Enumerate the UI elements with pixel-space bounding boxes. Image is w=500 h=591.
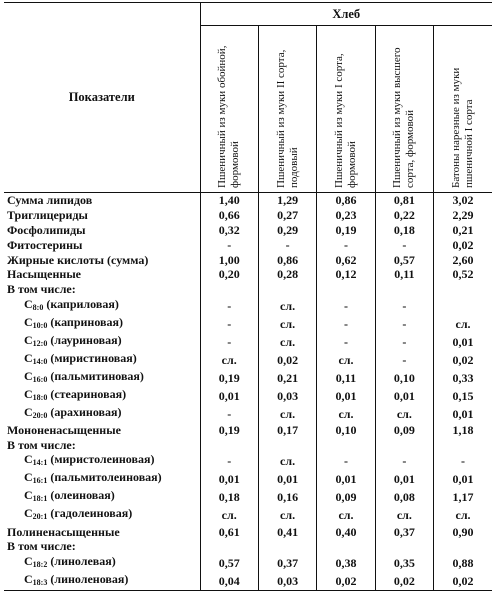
value-cell: 0,28 — [258, 267, 316, 282]
value-cell — [317, 539, 375, 554]
carbon-subscript: 18:1 — [32, 494, 48, 504]
carbon-subscript: 10:0 — [32, 320, 48, 330]
row-label: $C_{18:3}$ (линоленовая) — [4, 572, 200, 591]
value-cell: 0,01 — [258, 470, 316, 488]
table-row — [4, 572, 492, 591]
row-label: Сумма липидов — [4, 193, 200, 208]
row-label: $C_{10:0}$ (каприновая) — [4, 315, 200, 333]
value-cell — [200, 282, 258, 297]
value-cell: 0,38 — [317, 554, 375, 572]
row-label: $C_{20:1}$ (гадолеиновая) — [4, 506, 200, 524]
row-header: Показатели — [4, 3, 200, 193]
table-row — [4, 387, 492, 405]
value-cell: 0,01 — [452, 472, 474, 487]
value-cell: 0,08 — [375, 488, 433, 506]
value-cell: 0,04 — [200, 572, 258, 591]
value-cell: - — [375, 333, 433, 351]
row-label: $C_{18:1}$ (олеиновая) — [4, 488, 200, 506]
value-cell: 0,12 — [317, 267, 375, 282]
value-cell: - — [200, 315, 258, 333]
value-cell: 0,02 — [452, 352, 474, 367]
value-cell: 0,40 — [317, 524, 375, 539]
value-cell: 0,16 — [258, 488, 316, 506]
value-cell: сл. — [317, 506, 375, 524]
value-cell: 2,29 — [452, 208, 474, 223]
row-label: $C_{18:0}$ (стеариновая) — [4, 387, 200, 405]
value-cell: 0,19 — [200, 369, 258, 387]
value-cell: 0,01 — [317, 470, 375, 488]
value-cell: 0,02 — [317, 572, 375, 591]
table-row — [4, 333, 492, 351]
column-header — [317, 26, 375, 193]
value-cell: - — [317, 315, 375, 333]
table-row — [4, 405, 492, 423]
value-cell: - — [200, 452, 258, 470]
value-cell: сл. — [375, 405, 433, 423]
value-cell: 0,57 — [200, 554, 258, 572]
value-cell: - — [317, 452, 375, 470]
value-cell: 0,21 — [452, 222, 474, 237]
value-cell: 0,41 — [258, 524, 316, 539]
value-cell — [258, 282, 316, 297]
value-cell: сл. — [317, 351, 375, 369]
value-cell — [375, 282, 433, 297]
value-cell: 0,19 — [317, 223, 375, 238]
value-cell: сл. — [455, 508, 471, 523]
table-row — [4, 208, 492, 223]
value-cell: 3,02 — [452, 193, 474, 208]
value-cell: 0,01 — [200, 470, 258, 488]
row-label: $C_{16:0}$ (пальмитиновая) — [4, 369, 200, 387]
value-cell — [317, 437, 375, 452]
value-cell: 0,02 — [452, 237, 474, 252]
value-cell: - — [200, 297, 258, 315]
value-cell: 0,20 — [200, 267, 258, 282]
column-header-text: Пшеничный из муки обойной, формовой — [216, 45, 242, 188]
value-cell: - — [317, 237, 375, 252]
row-label: В том числе: — [4, 539, 200, 554]
carbon-subscript: 18:2 — [32, 559, 48, 569]
value-cell: 0,15 — [452, 388, 474, 403]
value-cell — [434, 437, 492, 452]
value-cell: 0,81 — [375, 193, 433, 208]
table-row — [4, 437, 492, 452]
value-cell: сл. — [258, 452, 316, 470]
value-cell: 0,37 — [375, 524, 433, 539]
row-label: Полиненасыщенные — [4, 524, 200, 539]
value-cell: 0,37 — [258, 554, 316, 572]
value-cell: сл. — [375, 506, 433, 524]
row-label: В том числе: — [4, 437, 200, 452]
row-label: В том числе: — [4, 282, 200, 297]
value-cell — [375, 539, 433, 554]
value-cell: сл. — [200, 351, 258, 369]
lipid-content-table — [4, 2, 492, 591]
column-header-text: Пшеничный из муки высшего сорта, формовой — [391, 47, 417, 188]
carbon-subscript: 20:0 — [32, 410, 48, 420]
value-cell: 0,03 — [258, 387, 316, 405]
row-label: Насыщенные — [4, 267, 200, 282]
value-cell — [434, 297, 492, 315]
table-body — [4, 193, 492, 591]
value-cell: 0,32 — [200, 223, 258, 238]
value-cell: 0,09 — [375, 423, 433, 438]
value-cell: 0,52 — [452, 267, 474, 282]
value-cell: 0,21 — [258, 369, 316, 387]
value-cell: 0,27 — [258, 208, 316, 223]
value-cell: 0,61 — [200, 524, 258, 539]
value-cell: 0,01 — [200, 387, 258, 405]
value-cell: 0,01 — [375, 470, 433, 488]
value-cell: 0,90 — [452, 524, 474, 539]
table-row — [4, 237, 492, 252]
value-cell: 0,88 — [452, 555, 474, 570]
value-cell: - — [375, 315, 433, 333]
table-row — [4, 267, 492, 282]
value-cell: 0,35 — [375, 554, 433, 572]
value-cell: - — [375, 297, 433, 315]
value-cell: 1,40 — [200, 193, 258, 208]
table-row — [4, 488, 492, 506]
value-cell: - — [200, 237, 258, 252]
value-cell: 0,66 — [200, 208, 258, 223]
value-cell: 0,17 — [258, 423, 316, 438]
value-cell: 0,86 — [317, 193, 375, 208]
value-cell: 0,01 — [317, 387, 375, 405]
value-cell: 1,17 — [452, 490, 474, 505]
value-cell: сл. — [455, 316, 471, 331]
carbon-subscript: 18:0 — [32, 392, 48, 402]
column-header — [258, 26, 316, 193]
row-label: Мононенасыщенные — [4, 423, 200, 438]
value-cell — [434, 282, 492, 297]
row-label: $C_{14:1}$ (миристолеиновая) — [4, 452, 200, 470]
value-cell: сл. — [200, 506, 258, 524]
value-cell — [317, 282, 375, 297]
value-cell: 0,62 — [317, 252, 375, 267]
carbon-subscript: 8:0 — [32, 302, 44, 312]
value-cell: 1,29 — [258, 193, 316, 208]
table-row — [4, 252, 492, 267]
carbon-subscript: 12:0 — [32, 338, 48, 348]
value-cell: 0,18 — [375, 223, 433, 238]
column-header — [434, 26, 492, 193]
value-cell: 0,02 — [258, 351, 316, 369]
group-header: Хлеб — [200, 3, 492, 26]
value-cell: 0,19 — [200, 423, 258, 438]
value-cell: сл. — [258, 315, 316, 333]
table-row — [4, 315, 492, 333]
table-row — [4, 423, 492, 438]
row-label: $C_{14:0}$ (миристиновая) — [4, 351, 200, 369]
value-cell: 0,86 — [258, 252, 316, 267]
value-cell: 1,18 — [452, 422, 474, 437]
value-cell: 0,11 — [317, 369, 375, 387]
value-cell: 0,03 — [258, 572, 316, 591]
carbon-subscript: 16:1 — [32, 476, 48, 486]
value-cell: 0,11 — [375, 267, 433, 282]
value-cell: 0,33 — [452, 370, 474, 385]
value-cell — [258, 437, 316, 452]
row-label: Жирные кислоты (сумма) — [4, 252, 200, 267]
value-cell: 0,10 — [375, 369, 433, 387]
value-cell: - — [258, 237, 316, 252]
table-row — [4, 539, 492, 554]
value-cell: - — [317, 297, 375, 315]
column-header-text: Пшеничный из муки I сорта, формовой — [332, 53, 358, 188]
row-label: $C_{8:0}$ (каприловая) — [4, 297, 200, 315]
value-cell: - — [317, 333, 375, 351]
carbon-subscript: 16:0 — [32, 374, 48, 384]
column-header — [375, 26, 433, 193]
value-cell — [200, 437, 258, 452]
row-label: Триглицериды — [4, 208, 200, 223]
value-cell: - — [375, 452, 433, 470]
table-row — [4, 470, 492, 488]
carbon-subscript: 14:0 — [32, 356, 48, 366]
value-cell: 2,60 — [452, 252, 474, 267]
value-cell: - — [200, 333, 258, 351]
value-cell — [434, 539, 492, 554]
carbon-subscript: 20:1 — [32, 512, 48, 522]
column-header-text: Пшеничный из муки II сорта, подовый — [274, 49, 300, 188]
value-cell: 0,01 — [452, 334, 474, 349]
table-row — [4, 282, 492, 297]
value-cell: 0,10 — [317, 423, 375, 438]
carbon-subscript: 14:1 — [32, 458, 48, 468]
row-label: Фитостерины — [4, 237, 200, 252]
value-cell: 0,09 — [317, 488, 375, 506]
row-label: $C_{16:1}$ (пальмитолеиновая) — [4, 470, 200, 488]
row-label: Фосфолипиды — [4, 223, 200, 238]
table-row — [4, 452, 492, 470]
carbon-subscript: 18:3 — [32, 577, 48, 587]
value-cell: сл. — [258, 506, 316, 524]
value-cell: 0,01 — [452, 406, 474, 421]
value-cell: 0,29 — [258, 223, 316, 238]
value-cell: сл. — [258, 297, 316, 315]
value-cell — [258, 539, 316, 554]
value-cell: 0,02 — [375, 572, 433, 591]
table-row — [4, 351, 492, 369]
value-cell: 0,01 — [375, 387, 433, 405]
value-cell: - — [375, 237, 433, 252]
value-cell: сл. — [258, 333, 316, 351]
table-row — [4, 506, 492, 524]
value-cell — [375, 437, 433, 452]
table-row — [4, 223, 492, 238]
table-row — [4, 297, 492, 315]
row-label: $C_{12:0}$ (лауриновая) — [4, 333, 200, 351]
value-cell: 0,18 — [200, 488, 258, 506]
value-cell: сл. — [258, 405, 316, 423]
column-header-text: Батоны нарезные из муки пшеничной I сорта — [450, 67, 476, 188]
table-row — [4, 369, 492, 387]
value-cell: 0,02 — [434, 572, 492, 591]
value-cell — [200, 539, 258, 554]
table-row — [4, 193, 492, 208]
row-label: $C_{20:0}$ (арахиновая) — [4, 405, 200, 423]
value-cell: 0,23 — [317, 208, 375, 223]
column-header — [200, 26, 258, 193]
table-row — [4, 524, 492, 539]
value-cell: - — [461, 454, 466, 469]
value-cell: 0,57 — [375, 252, 433, 267]
row-label: $C_{18:2}$ (линолевая) — [4, 554, 200, 572]
table-row — [4, 554, 492, 572]
value-cell: - — [375, 351, 433, 369]
value-cell: сл. — [317, 405, 375, 423]
value-cell: - — [200, 405, 258, 423]
value-cell: 0,22 — [375, 208, 433, 223]
value-cell: 1,00 — [200, 252, 258, 267]
